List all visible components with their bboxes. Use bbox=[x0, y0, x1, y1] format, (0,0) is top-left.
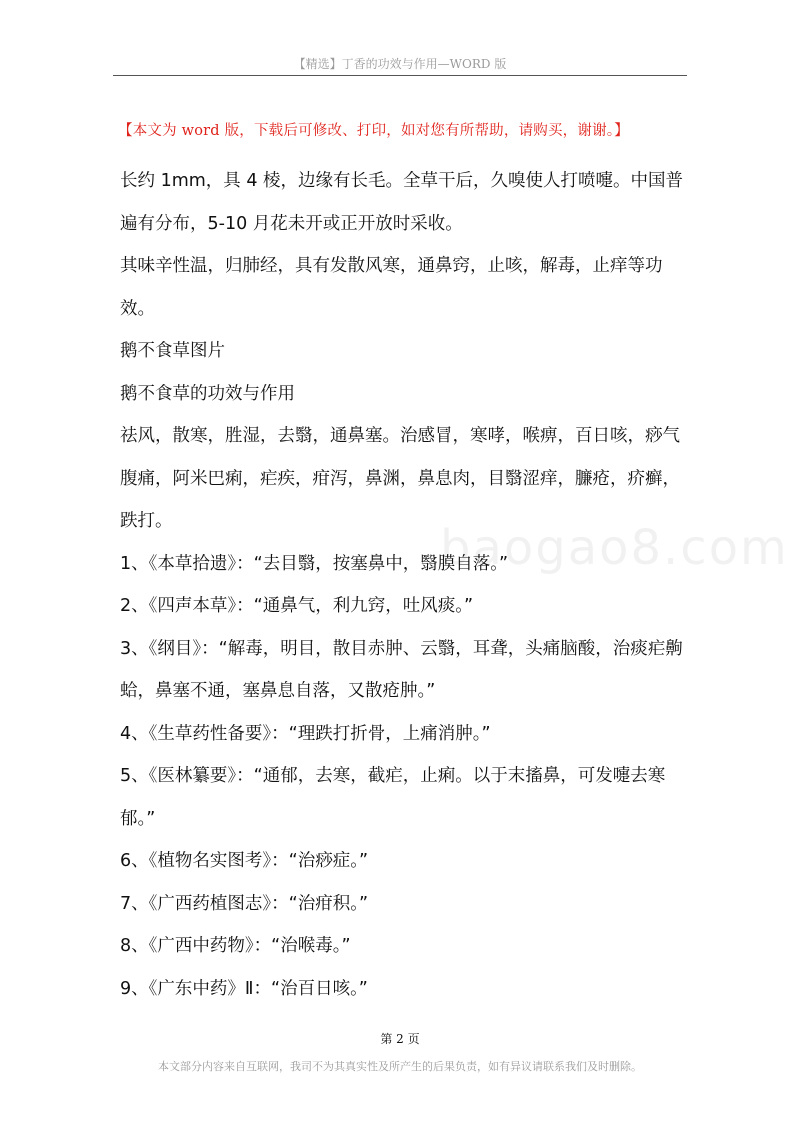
citation-item: 7、《广西药植图志》：“治疳积。” bbox=[120, 893, 369, 914]
paragraph: 长约 1mm，具 4 棱，边缘有长毛。全草干后，久嗅使人打喷嚏。中国普遍有分布，5-10 月花未开或正开放时采收。 bbox=[120, 171, 684, 234]
paragraph: 祛风，散寒，胜湿，去翳，通鼻塞。治感冒，寒哮，喉痹，百日咳，痧气腹痛，阿米巴痢，疟疾，疳泻，鼻渊，鼻息肉，目翳涩痒，臁疮，疥癣，跌打。 bbox=[120, 426, 680, 531]
section-heading: 鹅不食草图片 bbox=[120, 341, 225, 361]
footer-disclaimer: 本文部分内容来自互联网，我司不为其真实性及所产生的后果负责，如有异议请联系我们及时删除。 bbox=[158, 1060, 642, 1073]
page-number: 第 2 页 bbox=[380, 1032, 420, 1046]
citation-item: 6、《植物名实图考》：“治痧症。” bbox=[120, 851, 369, 871]
citation-item: 9、《广东中药》Ⅱ：“治百日咳。” bbox=[120, 978, 368, 999]
paragraph: 其味辛性温，归肺经，具有发散风寒，通鼻窍，止咳，解毒，止痒等功效。 bbox=[120, 256, 663, 319]
citation-item: 5、《医林纂要》：“通郁，去寒，截疟，止痢。以于末搐鼻，可发嚏去寒郁。” bbox=[120, 766, 666, 829]
citation-item: 1、《本草拾遗》：“去目翳，按塞鼻中，翳膜自落。” bbox=[120, 553, 509, 574]
section-heading: 鹅不食草的功效与作用 bbox=[120, 383, 295, 404]
header-divider bbox=[113, 75, 687, 76]
document-body bbox=[120, 160, 686, 1010]
citation-item: 3、《纲目》：“解毒，明目，散目赤肿、云翳，耳聋，头痛脑酸，治痰疟齁蛤，鼻塞不通，塞鼻息自落，又散疮肿。” bbox=[120, 638, 683, 701]
citation-item: 8、《广西中药物》：“治喉毒。” bbox=[120, 936, 351, 956]
page-header-title: 【精选】丁香的功效与作用—WORD 版 bbox=[293, 57, 507, 71]
watermark: baogao8.com bbox=[440, 520, 789, 576]
word-version-notice: 【本文为 word 版，下载后可修改、打印，如对您有所帮助，请购买，谢谢。】 bbox=[118, 123, 629, 139]
citation-item: 4、《生草药性备要》：“理跌打折骨，上痛消肿。” bbox=[120, 723, 491, 744]
citation-item: 2、《四声本草》：“通鼻气，利九窍，吐风痰。” bbox=[120, 596, 474, 616]
